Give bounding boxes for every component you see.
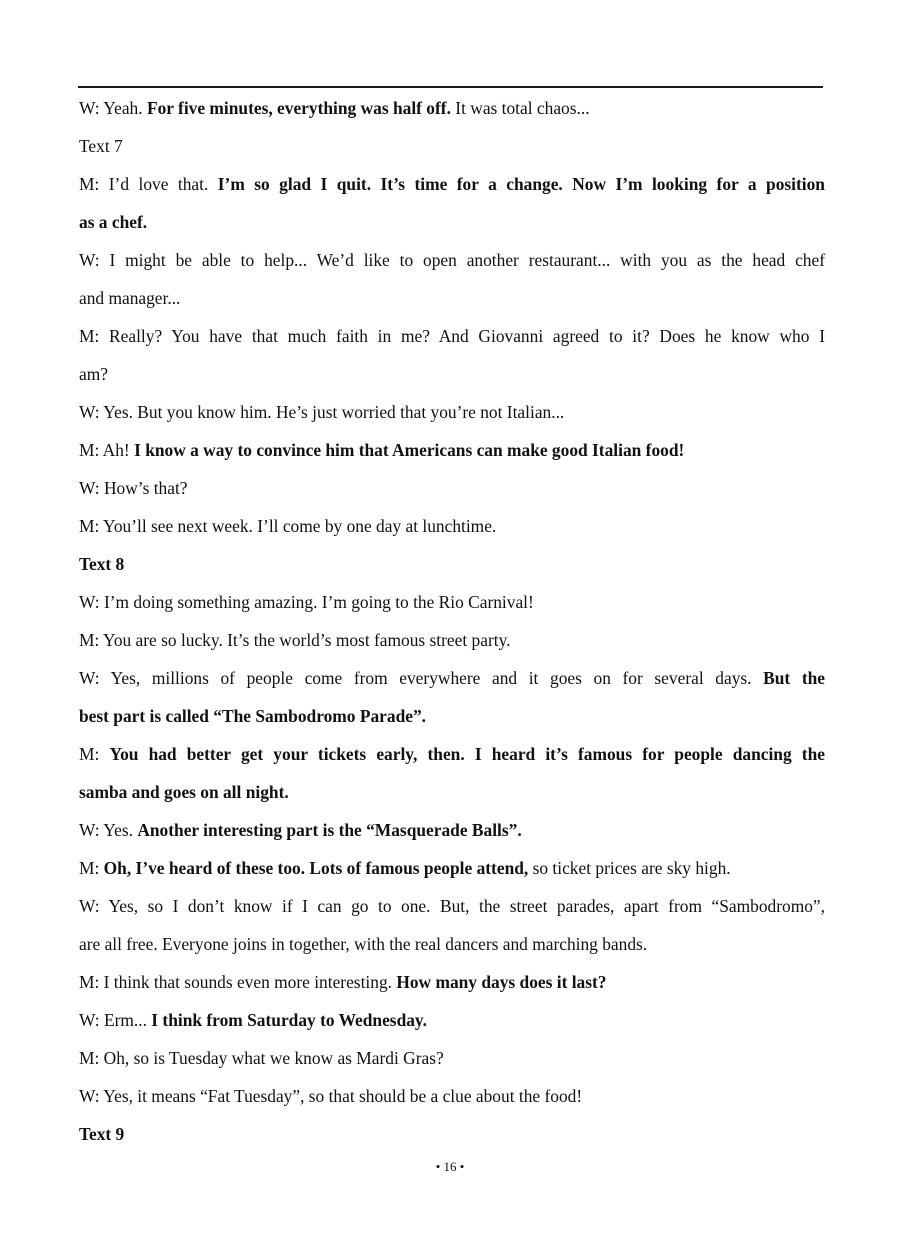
transcript-line [79,355,825,393]
bold-text-run: Oh, I’ve heard of these too. Lots of famous people attend, [103,858,529,878]
transcript-line [79,317,825,355]
bold-text-run: You had better get your tickets early, then. I heard it’s famous for people dancing the [109,744,825,764]
transcript-line [79,507,825,545]
transcript-line [79,127,825,165]
text-run: M: Oh, so is Tuesday what we know as Mardi Gras? [79,1048,444,1068]
text-run: W: How’s that? [79,478,188,498]
bold-text-run: For five minutes, everything was half off. [146,98,451,118]
transcript-line [79,1039,825,1077]
text-run: M: You are so lucky. It’s the world’s most famous street party. [79,630,511,650]
bold-text-run: Text 8 [79,554,125,574]
text-run: so ticket prices are sky high. [528,858,731,878]
bold-text-run: as a chef. [79,212,148,232]
transcript-line [79,393,825,431]
text-run: W: Yes, millions of people come from everywhere and it goes on for several days. [79,668,764,688]
transcript-line [79,583,825,621]
text-run: W: I’m doing something amazing. I’m going to the Rio Carnival! [79,592,534,612]
transcript-line [79,697,825,735]
text-run: are all free. Everyone joins in together, with the real dancers and marching bands. [79,934,648,954]
transcript-line [79,469,825,507]
transcript-line [79,545,825,583]
transcript-line [79,1115,825,1153]
page-footer [0,1157,900,1177]
transcript-line [79,165,825,203]
text-run: M: Ah! [79,440,135,460]
footer-dot-right: • [459,1159,465,1174]
text-run: W: Yes. But you know him. He’s just worried that you’re not Italian... [79,402,565,422]
text-run: W: Yeah. [79,98,147,118]
transcript-line [79,241,825,279]
text-run: M: Really? You have that much faith in me? And Giovanni agreed to it? Does he know who I [79,326,825,346]
text-run: M: [79,744,110,764]
bold-text-run: Another interesting part is the “Masquerade Balls”. [137,820,522,840]
text-run: M: I think that sounds even more interesting. [79,972,397,992]
transcript-line [79,203,825,241]
bold-text-run: I think from Saturday to Wednesday. [151,1010,428,1030]
transcript-line [79,811,825,849]
transcript-line [79,659,825,697]
text-run: W: Yes, it means “Fat Tuesday”, so that should be a clue about the food! [79,1086,583,1106]
bold-text-run: I know a way to convince him that Americans can make good Italian food! [134,440,685,460]
transcript-line [79,963,825,1001]
text-run: am? [79,364,108,384]
transcript-line [79,1077,825,1115]
transcript-line [79,887,825,925]
bold-text-run: How many days does it last? [396,972,607,992]
text-run: M: You’ll see next week. I’ll come by one day at lunchtime. [79,516,497,536]
transcript-line [79,773,825,811]
transcript-line [79,89,825,127]
transcript-line [79,849,825,887]
bold-text-run: I’m so glad I quit. It’s time for a change. Now I’m looking for a position [217,174,825,194]
text-run: It was total chaos... [450,98,590,118]
text-run: W: Yes. [79,820,138,840]
transcript-line [79,621,825,659]
transcript-line [79,431,825,469]
text-run: W: I might be able to help... We’d like to open another restaurant... with you as the head chef [79,250,825,270]
bold-text-run: samba and goes on all night. [79,782,289,802]
transcript-line [79,925,825,963]
transcript-line [79,735,825,773]
text-run: W: Erm... [79,1010,152,1030]
text-run: M: I’d love that. [79,174,218,194]
header-rule [78,86,823,88]
transcript-body [79,89,825,1153]
text-run: and manager... [79,288,181,308]
text-run: Text 7 [79,136,123,156]
bold-text-run: Text 9 [79,1124,125,1144]
transcript-line [79,1001,825,1039]
bold-text-run: But the [763,668,826,688]
text-run: M: [79,858,104,878]
footer-dot-left: • [435,1159,441,1174]
bold-text-run: best part is called “The Sambodromo Parade”. [79,706,427,726]
page-number: 16 [443,1159,457,1174]
text-run: W: Yes, so I don’t know if I can go to one. But, the street parades, apart from “Sambodromo”, [79,896,825,916]
transcript-line [79,279,825,317]
